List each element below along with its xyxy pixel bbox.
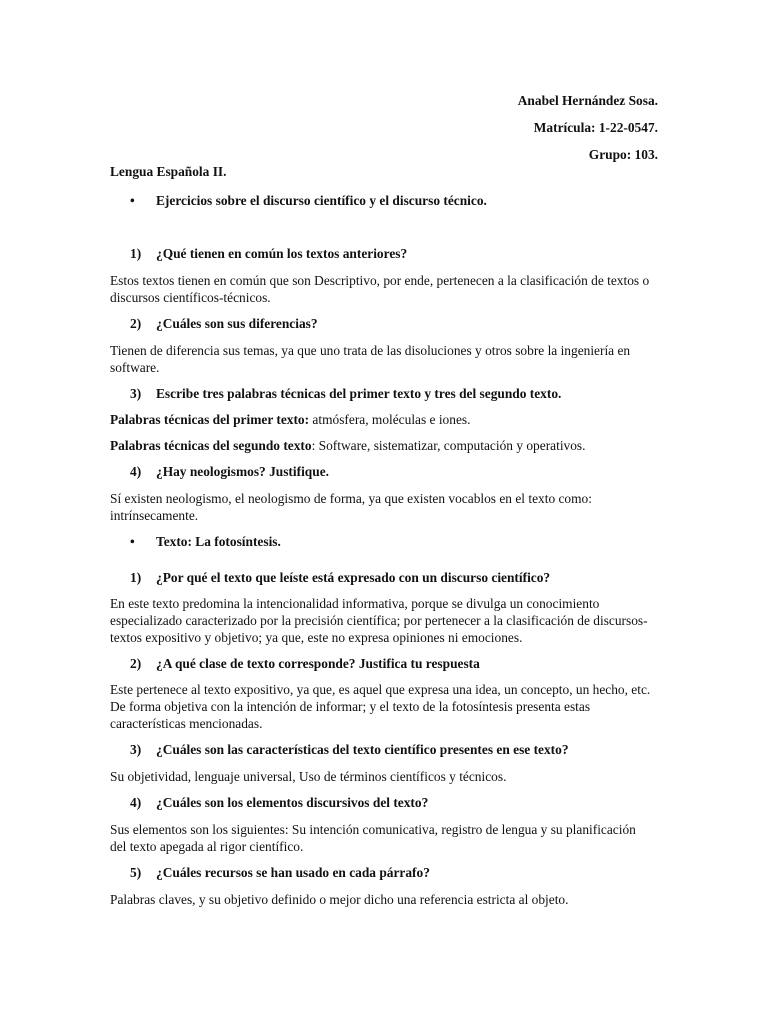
student-group: Grupo: 103.: [588, 147, 658, 162]
question-number: 2): [130, 656, 142, 671]
course-title: Lengua Española II.: [110, 164, 227, 179]
question-text: ¿Cuáles son sus diferencias?: [156, 316, 318, 331]
question-text: ¿Cuáles son las características del texto científico presentes en ese texto?: [156, 742, 569, 757]
section-1-title: Ejercicios sobre el discurso científico y el discurso técnico.: [156, 193, 487, 208]
question-number: 3): [130, 386, 142, 401]
question-number: 5): [130, 865, 142, 880]
s2-question-4: [110, 794, 655, 812]
section-1-heading: [110, 192, 655, 210]
bullet-icon: •: [130, 534, 135, 549]
s1-answer-1: Estos textos tienen en común que son Descriptivo, por ende, pertenecen a la clasificación de textos o discursos científicos-técnicos.: [110, 273, 650, 305]
question-text: ¿Por qué el texto que leíste está expresado con un discurso científico?: [156, 570, 551, 585]
question-number: 3): [130, 742, 142, 757]
s1-question-4: [110, 463, 655, 481]
question-number: 2): [130, 316, 142, 331]
s1-question-1: [110, 245, 655, 263]
s2-answer-2: Este pertenece al texto expositivo, ya que, es aquel que expresa una idea, un concepto, un hecho, etc. De forma objetiva con la intención de informar; y el texto de la fotosíntesis presenta estas características mencionadas.: [110, 682, 651, 731]
answer-text: atmósfera, moléculas e iones.: [309, 412, 471, 427]
student-header: [518, 87, 658, 168]
section-2-heading: [110, 533, 655, 551]
s2-answer-5: Palabras claves, y su objetivo definido o mejor dicho una referencia estricta al objeto.: [110, 892, 569, 907]
question-text: Escribe tres palabras técnicas del primer texto y tres del segundo texto.: [156, 386, 562, 401]
question-text: ¿Cuáles recursos se han usado en cada párrafo?: [156, 865, 430, 880]
section-2-title: Texto: La fotosíntesis.: [156, 534, 281, 549]
s2-question-1: [110, 569, 655, 587]
s2-answer-3: Su objetividad, lenguaje universal, Uso de términos científicos y técnicos.: [110, 769, 507, 784]
bullet-icon: •: [130, 193, 135, 208]
question-number: 4): [130, 795, 142, 810]
question-text: ¿Hay neologismos? Justifique.: [156, 464, 329, 479]
question-number: 1): [130, 246, 142, 261]
student-name: Anabel Hernández Sosa.: [517, 93, 658, 108]
s1-question-2: [110, 315, 655, 333]
s2-answer-1: En este texto predomina la intencionalidad informativa, porque se divulga un conocimiento especializado caracterizado por la precisión científica; por pertenecer a la clasificación de discursos-textos expositivo y objetivo; ya que, este no expresa opiniones ni emociones.: [110, 596, 648, 645]
s1-question-3: [110, 385, 655, 403]
s1-answer-3a: [110, 411, 655, 428]
student-id: Matrícula: 1-22-0547.: [533, 120, 658, 135]
document-body: [110, 163, 655, 908]
s2-question-3: [110, 741, 655, 759]
s1-answer-2: Tienen de diferencia sus temas, ya que uno trata de las disoluciones y otros sobre la ingeniería en software.: [110, 343, 631, 375]
question-text: ¿Qué tienen en común los textos anteriores?: [156, 246, 408, 261]
s1-answer-3b: [110, 437, 655, 454]
s2-question-5: [110, 864, 655, 882]
question-number: 4): [130, 464, 142, 479]
question-text: ¿Cuáles son los elementos discursivos del texto?: [156, 795, 429, 810]
answer-label: Palabras técnicas del segundo texto: [110, 438, 312, 453]
s2-answer-4: Sus elementos son los siguientes: Su intención comunicativa, registro de lengua y su planificación del texto apegada al rigor científico.: [110, 822, 636, 854]
s1-answer-4: Sí existen neologismo, el neologismo de forma, ya que existen vocablos en el texto como: intrínsecamente.: [110, 491, 592, 523]
question-text: ¿A qué clase de texto corresponde? Justifica tu respuesta: [156, 656, 480, 671]
answer-text: : Software, sistematizar, computación y operativos.: [311, 438, 586, 453]
answer-label: Palabras técnicas del primer texto:: [110, 412, 310, 427]
s2-question-2: [110, 655, 655, 673]
question-number: 1): [130, 570, 142, 585]
